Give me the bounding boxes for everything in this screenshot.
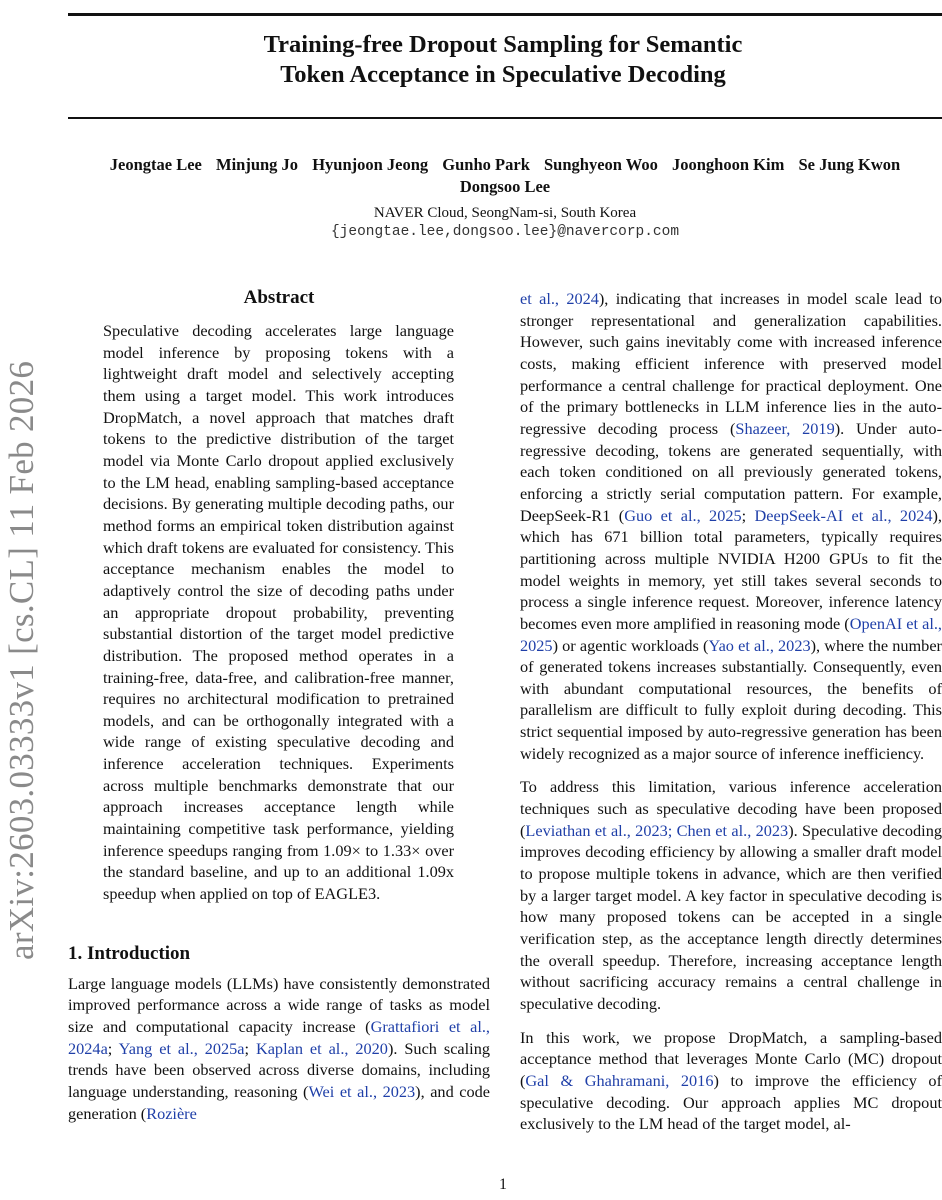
citation-link[interactable]: Yao et al., 2023 [708,635,811,655]
abstract-text: Speculative decoding accelerates large language model inference by proposing tokens with a lightweight draft model and selectively accepting them using a target model. This work introduces DropMatch, a novel approach that matches draft tokens to the predictive distribution of the target model via Monte Carlo dropout applied exclusively to the LM head, enabling sampling-based acceptance decisions. By generating multiple decoding paths, our method forms an empirical token distribution against which draft tokens are evaluated for consistency. This acceptance mechanism enables the model to adaptively control the size of decoding paths under an appropriate dropout probability, preventing substantial distortion of the target model predictive distribution. The proposed method operates in a training-free, data-free, and calibration-free manner, requires no architectural modification to pretrained models, and can be orthogonally integrated with a wide range of existing speculative decoding and inference acceleration techniques. Experiments across multiple benchmarks demonstrate that our approach increases acceptance length while maintaining competitive task performance, yielding inference speedups ranging from 1.09× to 1.33× over the standard baseline, and up to an additional 1.09x speedup when applied on top of EAGLE3. [103,321,454,904]
citation-link[interactable]: DeepSeek-AI et al., 2024 [754,505,933,525]
right-column [520,288,942,1147]
paragraph-text: ; [741,505,755,525]
author: Gunho Park [442,155,530,174]
paragraph-text: ), indicating that increases in model scale lead to stronger representational and generalization capabilities. However, such gains inevitably come with increased inference costs, making efficient inference with preserved model performance a central challenge for practical deployment. One of the primary bottlenecks in LLM inference lies in the auto-regressive decoding process ( [520,289,942,438]
author: Sunghyeon Woo [544,155,658,174]
intro-paragraph [520,1027,942,1135]
title-rule-top [68,13,942,16]
citation-link[interactable]: Guo et al., 2025 [624,505,742,525]
title-rule-bottom [68,117,942,119]
author: Se Jung Kwon [798,155,901,174]
paragraph-text: ) to improve the efficiency of speculative decoding. Our approach applies MC dropout exclusively to the LM head of the target model, al- [520,1070,942,1134]
paragraph-text: ). Such scaling trends have been observed across diverse domains, including language understanding, reasoning ( [68,1038,490,1101]
affiliation-block [68,204,942,242]
citation-link[interactable]: Wei et al., 2023 [308,1082,416,1101]
affiliation: NAVER Cloud, SeongNam-si, South Korea [373,205,637,221]
arxiv-identifier: arXiv:2603.03333v1 [cs.CL] 11 Feb 2026 [2,360,41,960]
intro-paragraph [520,288,942,764]
paragraph-text: ), where the number of generated tokens increases substantially. Consequently, even with abundant computational resources, the benefits of parallelism are difficult to fully exploit during decoding. This strict sequential imposed by auto-regressive generation has been widely recognized as a major source of inference inefficiency. [520,635,942,763]
paragraph-text: ), which has 671 billion total parameters, typically requires partitioning across multiple NVIDIA H200 GPUs to fit the model weights in memory, yet still takes several seconds to process a single inference request. Moreover, inference latency becomes even more amplified in reasoning mode ( [520,505,942,633]
author: Jeongtae Lee [109,155,202,174]
email: {jeongtae.lee,dongsoo.lee}@navercorp.com [330,224,680,240]
title-line-2: Token Acceptance in Speculative Decoding [280,61,726,88]
page-number: 1 [499,1176,507,1193]
paragraph-text: ; [244,1038,256,1058]
paragraph-text: To address this limitation, various inference acceleration techniques such as speculative decoding have been proposed ( [520,777,942,840]
paragraph-text: ; [107,1038,119,1058]
citation-link[interactable]: Grattafiori et al., 2024a [68,1017,491,1058]
introduction-heading: 1. Introduction [68,942,191,964]
citation-link[interactable]: OpenAI et al., 2025 [520,613,942,655]
left-column [68,286,490,1136]
citation-link[interactable]: Rozière [146,1103,197,1123]
paragraph-text: ). Speculative decoding improves decoding efficiency by allowing a smaller draft model to propose multiple tokens in advance, which are then verified by a larger target model. A key factor in speculative decoding is how many proposed tokens can be accepted in a single verification step, as the acceptance length directly determines the overall speedup. Therefore, increasing acceptance length without sacrificing accuracy remains a central challenge in speculative decoding. [520,820,942,1013]
citation-link[interactable]: Gal & Ghahramani, 2016 [525,1070,714,1090]
author: Dongsoo Lee [459,177,551,196]
citation-link[interactable]: Leviathan et al., 2023; Chen et al., 2023 [525,820,789,840]
paragraph-text: ) or agentic workloads ( [552,635,709,655]
author: Minjung Jo [216,155,299,174]
paragraph-text: ). Under auto-regressive decoding, tokens are generated sequentially, with each token conditioned on all previously generated tokens, enforcing a strictly serial computation pattern. For example, DeepSeek-R1 ( [520,418,942,525]
intro-paragraph [68,973,490,1125]
author: Hyunjoon Jeong [312,155,429,174]
paragraph-text: In this work, we propose DropMatch, a sampling-based acceptance method that leverages Monte Carlo (MC) dropout ( [520,1027,942,1090]
intro-paragraph [520,776,942,1014]
author-list [68,154,942,198]
paragraph-text: ), and code generation ( [68,1082,490,1123]
citation-link[interactable]: Kaplan et al., 2020 [255,1038,388,1058]
abstract-heading: Abstract [243,287,315,308]
paper-title [0,30,942,90]
author: Joonghoon Kim [672,155,785,174]
paragraph-text: Large language models (LLMs) have consistently demonstrated improved performance across a wide range of tasks as model size and computational capacity increase ( [68,973,490,1037]
citation-link[interactable]: et al., 2024 [520,289,599,308]
citation-link[interactable]: Shazeer, 2019 [735,418,835,438]
title-line-1: Training-free Dropout Sampling for Semantic [263,31,743,58]
citation-link[interactable]: Yang et al., 2025a [118,1038,245,1058]
